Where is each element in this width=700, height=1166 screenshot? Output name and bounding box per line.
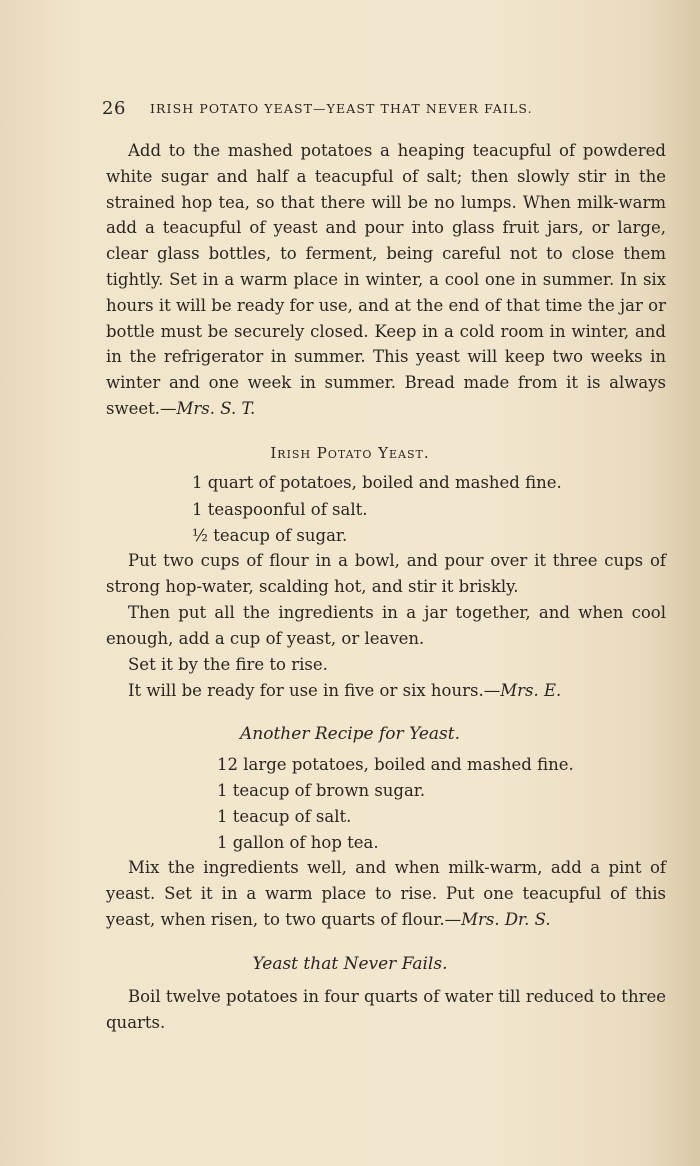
recipe2-title: Another Recipe for Yeast. xyxy=(240,724,460,744)
running-head: IRISH POTATO YEAST—YEAST THAT NEVER FAILS. xyxy=(150,101,533,116)
recipe2-text: Mix the ingredients well, and when milk-warm, add a pint of yeast. Set it in a warm place to rise. Put one teacupful of this yeast, when risen, to two quarts of flour.— xyxy=(106,858,666,929)
recipe3-title: Yeast that Never Fails. xyxy=(252,954,448,974)
recipe1-text: It will be ready for use in five or six hours.— xyxy=(128,681,501,700)
recipe1-signature: Mrs. E. xyxy=(500,681,562,700)
recipe1-ingredient: 1 quart of potatoes, boiled and mashed fine. xyxy=(192,473,562,492)
recipe1-title: Irish Potato Yeast. xyxy=(270,444,430,462)
page-number: 26 xyxy=(102,98,127,119)
intro-paragraph xyxy=(106,138,666,422)
recipe2-ingredient: 1 gallon of hop tea. xyxy=(217,833,379,852)
recipe2-ingredient: 12 large potatoes, boiled and mashed fine. xyxy=(217,755,574,774)
recipe2-ingredient: 1 teacup of salt. xyxy=(217,807,352,826)
recipe1-paragraph xyxy=(106,678,666,704)
intro-text: Add to the mashed potatoes a heaping teacupful of powdered white sugar and half a teacupful of salt; then slowly stir in the strained hop tea, so that there will be no lumps. When milk-warm add a teacupful of yeast and pour into glass fruit jars, or large, clear glass bottles, to ferment, being careful not to close them tightly. Set in a warm place in winter, a cool one in summer. In six hours it will be ready for use, and at the end of that time the jar or bottle must be securely closed. Keep in a cold room in winter, and in the refrigerator in summer. This yeast will keep two weeks in winter and one week in summer. Bread made from it is always sweet.— xyxy=(106,141,666,418)
recipe1-ingredient: 1 teaspoonful of salt. xyxy=(192,500,368,519)
recipe2-ingredient: 1 teacup of brown sugar. xyxy=(217,781,426,800)
recipe1-paragraph: Put two cups of flour in a bowl, and pour over it three cups of strong hop-water, scalding hot, and stir it briskly. xyxy=(106,551,666,596)
recipe2-signature: Mrs. Dr. S. xyxy=(461,909,551,929)
recipe1-paragraph: Then put all the ingredients in a jar together, and when cool enough, add a cup of yeast, or leaven. xyxy=(106,603,666,648)
intro-signature: Mrs. S. T. xyxy=(176,398,256,418)
recipe1-paragraph: Set it by the fire to rise. xyxy=(128,655,328,674)
recipe3-paragraph: Boil twelve potatoes in four quarts of water till reduced to three quarts. xyxy=(106,987,666,1032)
page-header xyxy=(102,98,622,128)
recipe2-paragraph xyxy=(106,855,666,932)
recipe1-ingredient: ½ teacup of sugar. xyxy=(192,526,348,545)
